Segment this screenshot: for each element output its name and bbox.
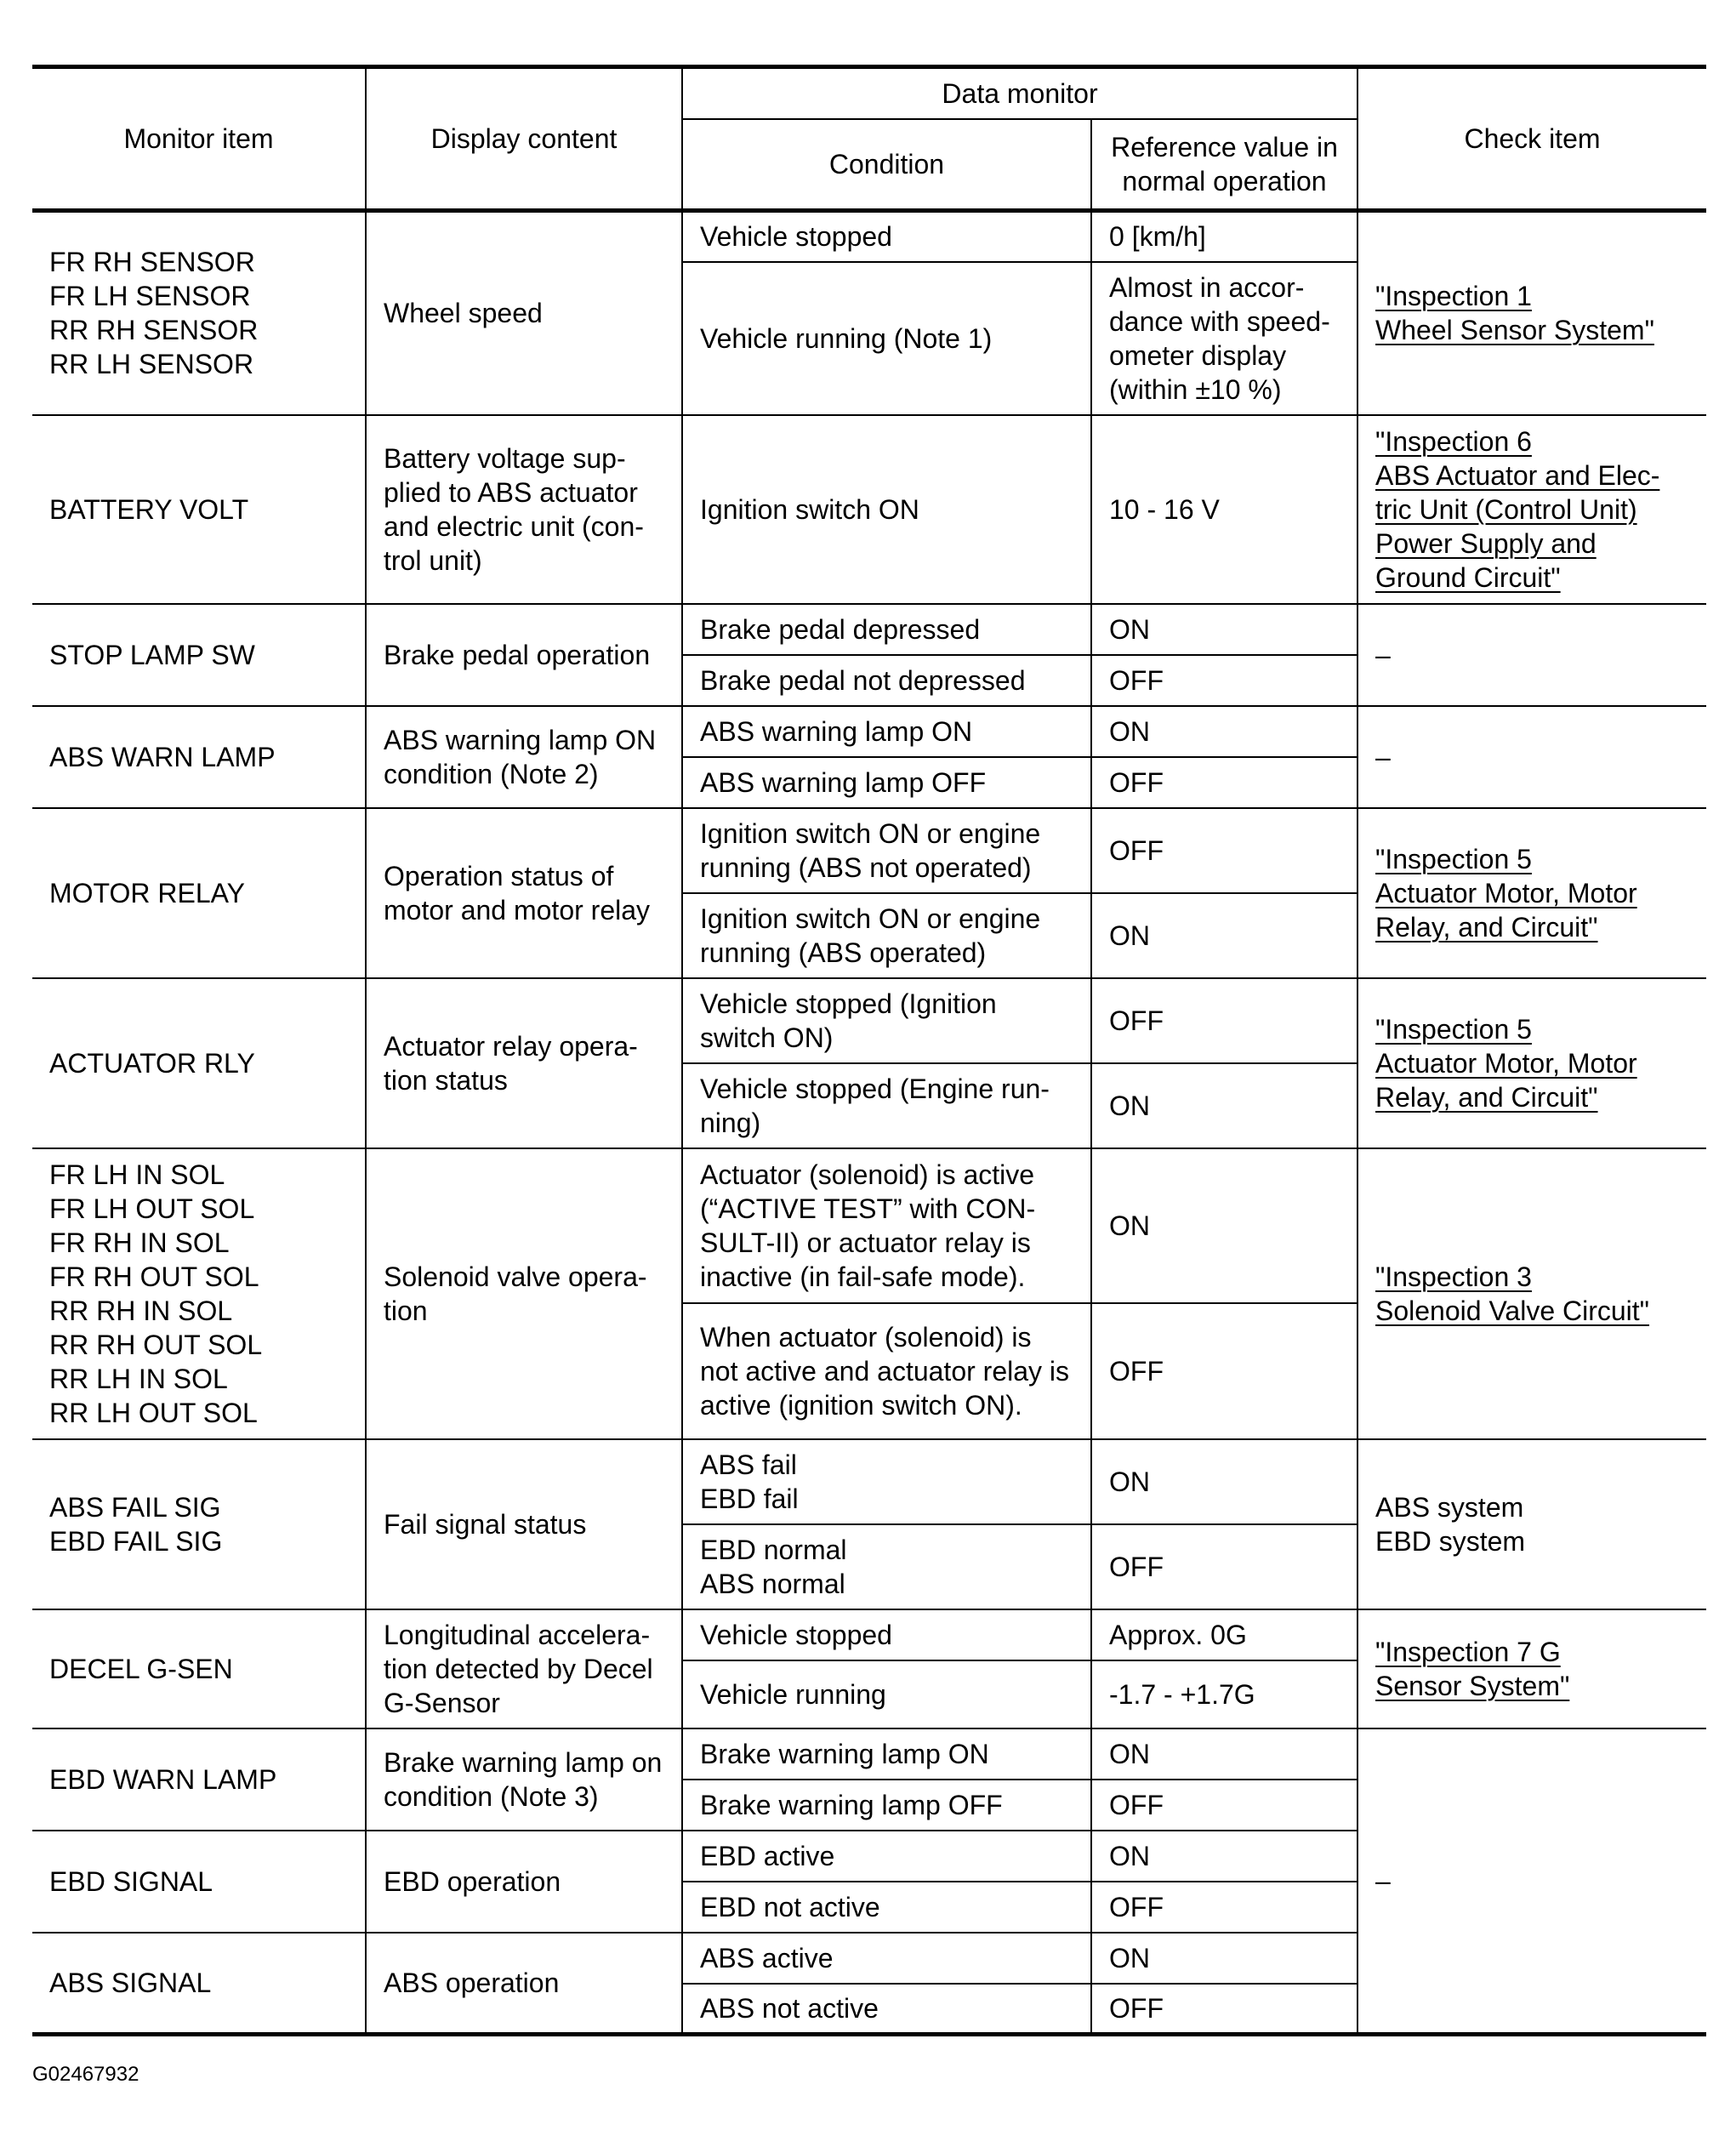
header-monitor-item: Monitor item: [32, 67, 366, 211]
header-reference-value: Reference value in normal operation: [1091, 119, 1357, 211]
reference-value-cell: ON: [1091, 1728, 1357, 1780]
condition-cell: Ignition switch ON: [682, 415, 1091, 604]
reference-value-cell: ON: [1091, 1063, 1357, 1148]
condition-cell: ABS warning lamp ON: [682, 706, 1091, 757]
reference-value-cell: -1.7 - +1.7G: [1091, 1660, 1357, 1728]
check-item-link[interactable]: "Inspection 7 G Sensor System": [1357, 1609, 1706, 1728]
display-content-cell: Fail signal status: [366, 1439, 682, 1609]
condition-cell: EBD normal ABS normal: [682, 1524, 1091, 1609]
display-content-cell: ABS operation: [366, 1933, 682, 2035]
display-content-cell: Wheel speed: [366, 211, 682, 415]
check-item-link[interactable]: "Inspection 1 Wheel Sensor System": [1357, 211, 1706, 415]
condition-cell: Vehicle running (Note 1): [682, 262, 1091, 415]
condition-cell: Ignition switch ON or engine running (ABS operated): [682, 893, 1091, 978]
reference-value-cell: OFF: [1091, 1780, 1357, 1831]
check-item-link[interactable]: "Inspection 5 Actuator Motor, Motor Relay, and Circuit": [1357, 978, 1706, 1148]
monitor-item-cell: ABS FAIL SIG EBD FAIL SIG: [32, 1439, 366, 1609]
header-check-item: Check item: [1357, 67, 1706, 211]
condition-cell: ABS warning lamp OFF: [682, 757, 1091, 808]
display-content-cell: ABS warning lamp ON condition (Note 2): [366, 706, 682, 808]
condition-cell: Vehicle stopped: [682, 1609, 1091, 1660]
condition-cell: Brake warning lamp OFF: [682, 1780, 1091, 1831]
check-item-link[interactable]: "Inspection 5 Actuator Motor, Motor Relay, and Circuit": [1357, 808, 1706, 978]
check-item-none: –: [1357, 1728, 1706, 2035]
display-content-cell: Brake warning lamp on condition (Note 3): [366, 1728, 682, 1831]
condition-cell: ABS active: [682, 1933, 1091, 1984]
table-row: [32, 1148, 1706, 1303]
monitor-item-cell: ABS SIGNAL: [32, 1933, 366, 2035]
table-row: [32, 1439, 1706, 1524]
reference-value-cell: ON: [1091, 706, 1357, 757]
display-content-cell: Operation status of motor and motor relay: [366, 808, 682, 978]
reference-value-cell: OFF: [1091, 808, 1357, 893]
reference-value-cell: OFF: [1091, 1524, 1357, 1609]
condition-cell: Vehicle stopped: [682, 211, 1091, 262]
display-content-cell: EBD operation: [366, 1831, 682, 1933]
monitor-item-cell: EBD SIGNAL: [32, 1831, 366, 1933]
condition-cell: Brake warning lamp ON: [682, 1728, 1091, 1780]
display-content-cell: Battery voltage sup- plied to ABS actuator and electric unit (con- trol unit): [366, 415, 682, 604]
table-row: [32, 706, 1706, 757]
reference-value-cell: 0 [km/h]: [1091, 211, 1357, 262]
reference-value-cell: ON: [1091, 1831, 1357, 1882]
condition-cell: Vehicle stopped (Engine run- ning): [682, 1063, 1091, 1148]
reference-value-cell: ON: [1091, 1148, 1357, 1303]
header-data-monitor: Data monitor: [682, 67, 1357, 120]
reference-value-cell: OFF: [1091, 1882, 1357, 1933]
display-content-cell: Solenoid valve opera- tion: [366, 1148, 682, 1439]
monitor-table: [32, 65, 1706, 2036]
reference-value-cell: OFF: [1091, 1984, 1357, 2035]
check-item-link[interactable]: "Inspection 3 Solenoid Valve Circuit": [1357, 1148, 1706, 1439]
monitor-item-cell: FR RH SENSOR FR LH SENSOR RR RH SENSOR RR LH SENSOR: [32, 211, 366, 415]
reference-value-cell: ON: [1091, 604, 1357, 655]
header-display-content: Display content: [366, 67, 682, 211]
reference-value-cell: ON: [1091, 893, 1357, 978]
condition-cell: When actuator (solenoid) is not active and actuator relay is active (ignition switch ON).: [682, 1303, 1091, 1439]
condition-cell: ABS fail EBD fail: [682, 1439, 1091, 1524]
reference-value-cell: OFF: [1091, 655, 1357, 706]
condition-cell: Actuator (solenoid) is active (“ACTIVE TEST” with CON- SULT-II) or actuator relay is inactive (in fail-safe mode).: [682, 1148, 1091, 1303]
display-content-cell: Brake pedal operation: [366, 604, 682, 706]
table-row: [32, 604, 1706, 655]
table-row: [32, 1609, 1706, 1660]
display-content-cell: Actuator relay opera- tion status: [366, 978, 682, 1148]
condition-cell: Brake pedal not depressed: [682, 655, 1091, 706]
table-row: [32, 808, 1706, 893]
header-condition: Condition: [682, 119, 1091, 211]
reference-value-cell: 10 - 16 V: [1091, 415, 1357, 604]
check-item-link[interactable]: "Inspection 6 ABS Actuator and Elec- tric Unit (Control Unit) Power Supply and Ground Circuit": [1357, 415, 1706, 604]
table-row: [32, 211, 1706, 262]
monitor-item-cell: MOTOR RELAY: [32, 808, 366, 978]
condition-cell: Vehicle running: [682, 1660, 1091, 1728]
monitor-item-cell: ACTUATOR RLY: [32, 978, 366, 1148]
display-content-cell: Longitudinal accelera- tion detected by Decel G-Sensor: [366, 1609, 682, 1728]
table-body: [32, 211, 1706, 2035]
condition-cell: EBD not active: [682, 1882, 1091, 1933]
reference-value-cell: OFF: [1091, 1303, 1357, 1439]
table-row: [32, 415, 1706, 604]
monitor-item-cell: STOP LAMP SW: [32, 604, 366, 706]
reference-value-cell: OFF: [1091, 757, 1357, 808]
check-item-none: –: [1357, 706, 1706, 808]
reference-value-cell: ON: [1091, 1439, 1357, 1524]
reference-value-cell: ON: [1091, 1933, 1357, 1984]
condition-cell: ABS not active: [682, 1984, 1091, 2035]
table-row: [32, 1728, 1706, 1780]
monitor-item-cell: BATTERY VOLT: [32, 415, 366, 604]
figure-id: G02467932: [32, 2063, 139, 2086]
condition-cell: EBD active: [682, 1831, 1091, 1882]
reference-value-cell: Almost in accor- dance with speed- ometer display (within ±10 %): [1091, 262, 1357, 415]
check-item-none: –: [1357, 604, 1706, 706]
condition-cell: Brake pedal depressed: [682, 604, 1091, 655]
monitor-item-cell: FR LH IN SOL FR LH OUT SOL FR RH IN SOL FR RH OUT SOL RR RH IN SOL RR RH OUT SOL RR LH IN SOL RR LH OUT SOL: [32, 1148, 366, 1439]
condition-cell: Ignition switch ON or engine running (ABS not operated): [682, 808, 1091, 893]
monitor-item-cell: DECEL G-SEN: [32, 1609, 366, 1728]
reference-value-cell: OFF: [1091, 978, 1357, 1063]
reference-value-cell: Approx. 0G: [1091, 1609, 1357, 1660]
table-row: [32, 978, 1706, 1063]
monitor-item-cell: EBD WARN LAMP: [32, 1728, 366, 1831]
condition-cell: Vehicle stopped (Ignition switch ON): [682, 978, 1091, 1063]
check-item-link: ABS system EBD system: [1357, 1439, 1706, 1609]
monitor-item-cell: ABS WARN LAMP: [32, 706, 366, 808]
